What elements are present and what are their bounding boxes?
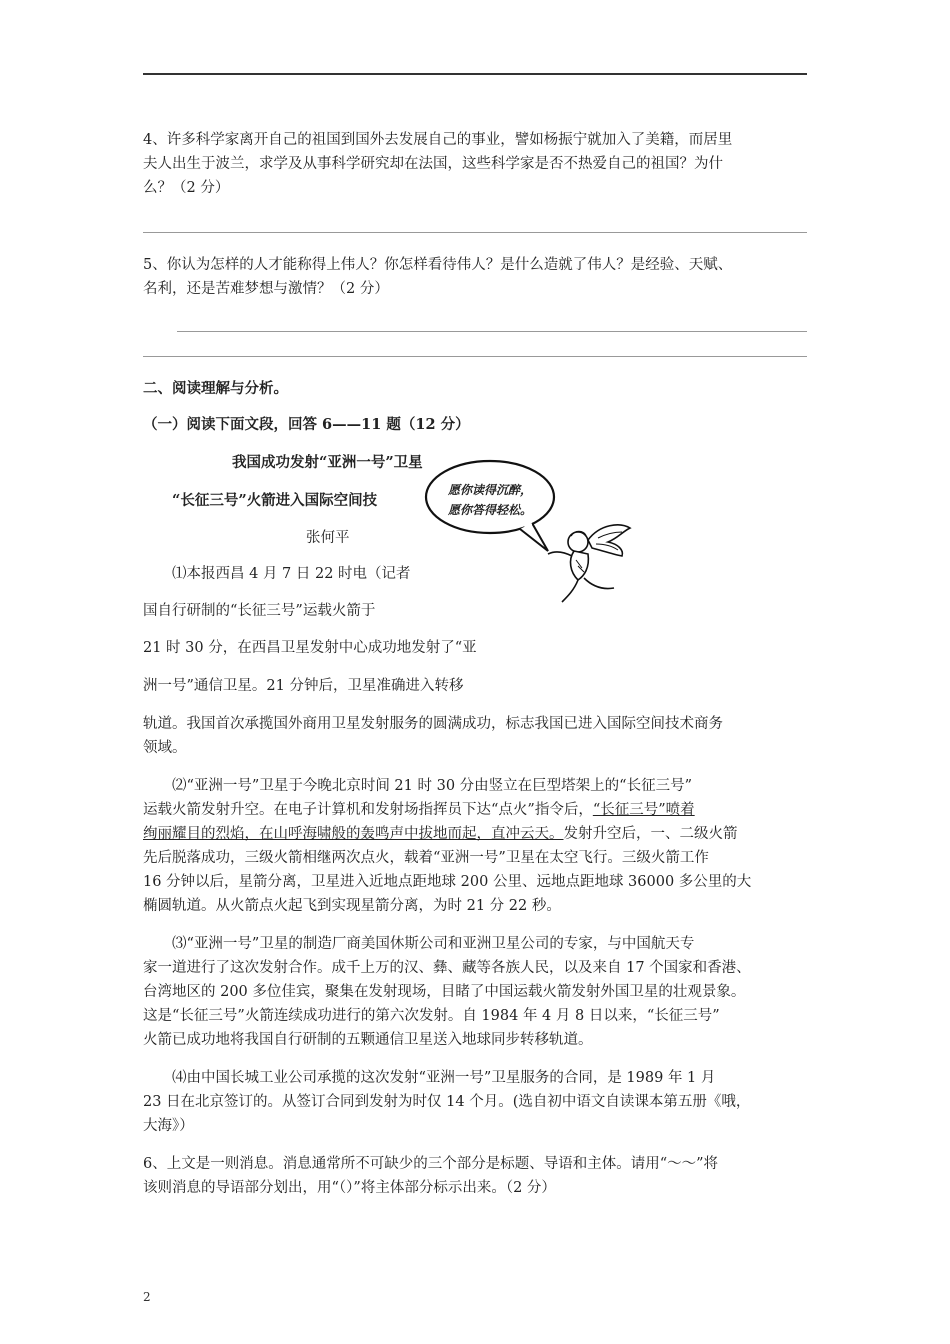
p3-line5: 火箭已成功地将我国自行研制的五颗通信卫星送入地球同步转移轨道。: [143, 1032, 593, 1048]
p2-line3-underlined: 绚丽耀目的烈焰，在山呼海啸般的轰鸣声中拔地而起，直冲云天。: [143, 826, 564, 842]
q4-line1: 4、许多科学家离开自己的祖国到国外去发展自己的事业，譬如杨振宁就加入了美籍，而居里: [143, 132, 733, 148]
p1-line1: ⑴本报西昌 4 月 7 日 22 时电（记者: [172, 566, 411, 582]
q5-answer-line-2: [143, 356, 807, 357]
article-author: 张何平: [306, 530, 350, 546]
top-rule: [143, 73, 807, 75]
q4-line3: 么？（2 分）: [143, 180, 230, 196]
bubble-line1: 愿你读得沉醉，: [448, 483, 533, 497]
p1-line2: 国自行研制的“长征三号”运载火箭于: [143, 603, 376, 619]
p1-line5: 轨道。我国首次承揽国外商用卫星发射服务的圆满成功，标志我国已进入国际空间技术商务: [143, 716, 723, 732]
p2-line4: 先后脱落成功，三级火箭相继两次点火，载着“亚洲一号”卫星在太空飞行。三级火箭工作: [143, 850, 709, 866]
cupid-icon: [538, 520, 638, 610]
p1-line6: 领域。: [143, 740, 187, 756]
p4-line1: ⑷由中国长城工业公司承揽的这次发射“亚洲一号”卫星服务的合同，是 1989 年 1 月: [172, 1070, 716, 1086]
q6-line2: 该则消息的导语部分划出，用“（）”将主体部分标示出来。（2 分）: [143, 1180, 556, 1196]
p2-line2: [143, 798, 695, 819]
q5-line1: 5、你认为怎样的人才能称得上伟人？你怎样看待伟人？是什么造就了伟人？是经验、天赋、: [143, 257, 733, 273]
p3-line3: 台湾地区的 200 多位佳宾，聚集在发射现场，目睹了中国运载火箭发射外国卫星的壮观景象。: [143, 984, 746, 1000]
p3-line1: ⑶“亚洲一号”卫星的制造厂商美国休斯公司和亚洲卫星公司的专家，与中国航天专: [172, 936, 695, 952]
p2-line1: ⑵“亚洲一号”卫星于今晚北京时间 21 时 30 分由竖立在巨型塔架上的“长征三号”: [172, 778, 692, 794]
q6-line1: 6、上文是一则消息。消息通常所不可缺少的三个部分是标题、导语和主体。请用“～～”将: [143, 1156, 719, 1172]
q5-answer-line-1: [177, 331, 807, 332]
p2-line3-plain: 发射升空后，一、二级火箭: [563, 826, 738, 842]
p2-line6: 椭圆轨道。从火箭点火起飞到实现星箭分离，为时 21 分 22 秒。: [143, 898, 561, 914]
p2-line2-plain: 运载火箭发射升空。在电子计算机和发射场指挥员下达“点火”指令后，: [143, 802, 593, 818]
p2-line2-underlined: “长征三号”喷着: [592, 802, 695, 818]
p3-line4: 这是“长征三号”火箭连续成功进行的第六次发射。自 1984 年 4 月 8 日以来，“长征三号”: [143, 1008, 720, 1024]
page-number: 2: [143, 1290, 151, 1304]
bubble-line2: 愿你答得轻松。: [448, 503, 533, 517]
q4-answer-line: [143, 232, 807, 233]
q4-line2: 夫人出生于波兰，求学及从事科学研究却在法国，这些科学家是否不热爱自己的祖国？为什: [143, 156, 723, 172]
p1-line3: 21 时 30 分，在西昌卫星发射中心成功地发射了“亚: [143, 640, 477, 656]
p2-line5: 16 分钟以后，星箭分离，卫星进入近地点距地球 200 公里、远地点距地球 36000 多公里的大: [143, 874, 752, 890]
p2-line3: [143, 822, 738, 843]
p1-line4: 洲一号”通信卫星。21 分钟后，卫星准确进入转移: [143, 678, 464, 694]
q5-line2: 名利，还是苦难梦想与激情？（2 分）: [143, 281, 389, 297]
article-title-1: 我国成功发射“亚洲一号”卫星: [232, 454, 423, 471]
section2-heading: 二、阅读理解与分析。: [143, 380, 288, 397]
p3-line2: 家一道进行了这次发射合作。成千上万的汉、彝、藏等各族人民，以及来自 17 个国家和香港、: [143, 960, 751, 976]
section2-sub1: （一）阅读下面文段，回答 6——11 题（12 分）: [143, 416, 470, 433]
p4-line2: 23 日在北京签订的。从签订合同到发射为时仅 14 个月。(选自初中语文自读课本第五册《哦，: [143, 1094, 751, 1110]
p4-line3: 大海》）: [143, 1118, 194, 1134]
article-title-2: “长征三号”火箭进入国际空间技: [172, 492, 378, 509]
